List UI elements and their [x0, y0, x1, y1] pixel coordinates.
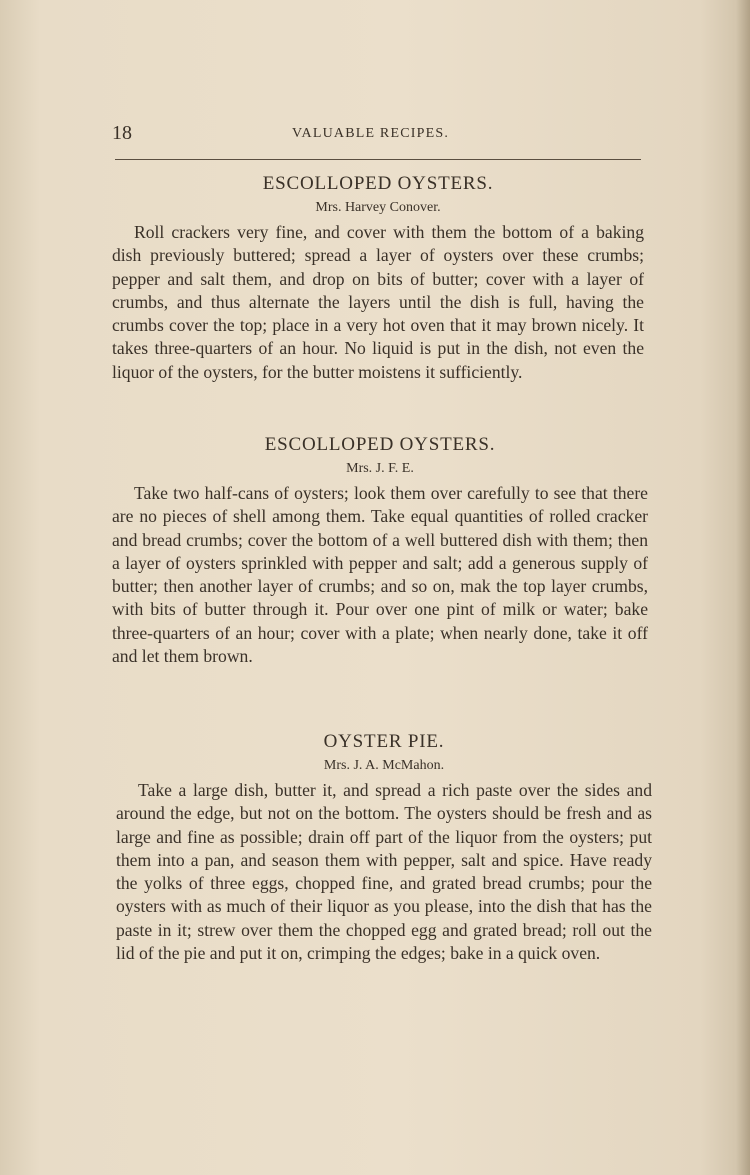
- page-number: 18: [112, 122, 132, 144]
- running-title: VALUABLE RECIPES.: [292, 126, 450, 141]
- recipe-escolloped-oysters-1: [112, 171, 644, 384]
- recipe-text: Take a large dish, butter it, and spread a rich paste over the sides and around the edge, but not on the bottom. The oysters should be fresh and as large and fine as possible; drain off part of the liquor from the oysters; put them into a pan, and season them with pepper, salt and spice. Have ready the yolks of three eggs, chopped fine, and grated bread crumbs; pour the oysters with as much of their liquor as you please, into the dish that has the paste in it; strew over them the chopped egg and grated bread; roll out the lid of the pie and put it on, crimping the edges; bake in a quick oven.: [116, 780, 652, 964]
- recipe-text: Roll crackers very fine, and cover with them the bottom of a baking dish previously buttered; spread a layer of oysters over these crumbs; pepper and salt them, and drop on bits of butter; cover with a layer of crumbs, and thus alternate the layers until the dish is full, having the crumbs cover the top; place in a very hot oven that it may brown nicely. It takes three-quarters of an hour. No liquid is put in the dish, not even the liquor of the oysters, for the butter moistens it sufficiently.: [112, 222, 644, 382]
- recipe-title: ESCOLLOPED OYSTERS.: [262, 173, 494, 194]
- recipe-title: OYSTER PIE.: [323, 731, 445, 752]
- recipe-escolloped-oysters-2: [112, 432, 648, 668]
- running-head: [112, 122, 642, 148]
- header-rule: [115, 159, 641, 160]
- recipe-text: Take two half-cans of oysters; look them over carefully to see that there are no pieces of shell among them. Take equal quantities of rolled cracker and bread crumbs; cover the bottom of a well buttered dish with them; then a layer of oysters sprinkled with pepper and salt; add a generous supply of butter; then another layer of crumbs; and so on, mak the top layer crumbs, with bits of butter through it. Pour over one pint of milk or water; bake three-quarters of an hour; cover with a plate; when nearly done, take it off and let them brown.: [112, 483, 648, 667]
- recipe-author: Mrs. J. F. E.: [346, 461, 414, 476]
- recipe-author: Mrs. J. A. McMahon.: [323, 758, 445, 773]
- recipe-oyster-pie: [116, 729, 652, 965]
- recipe-author: Mrs. Harvey Conover.: [315, 200, 441, 215]
- recipe-title: ESCOLLOPED OYSTERS.: [264, 434, 496, 455]
